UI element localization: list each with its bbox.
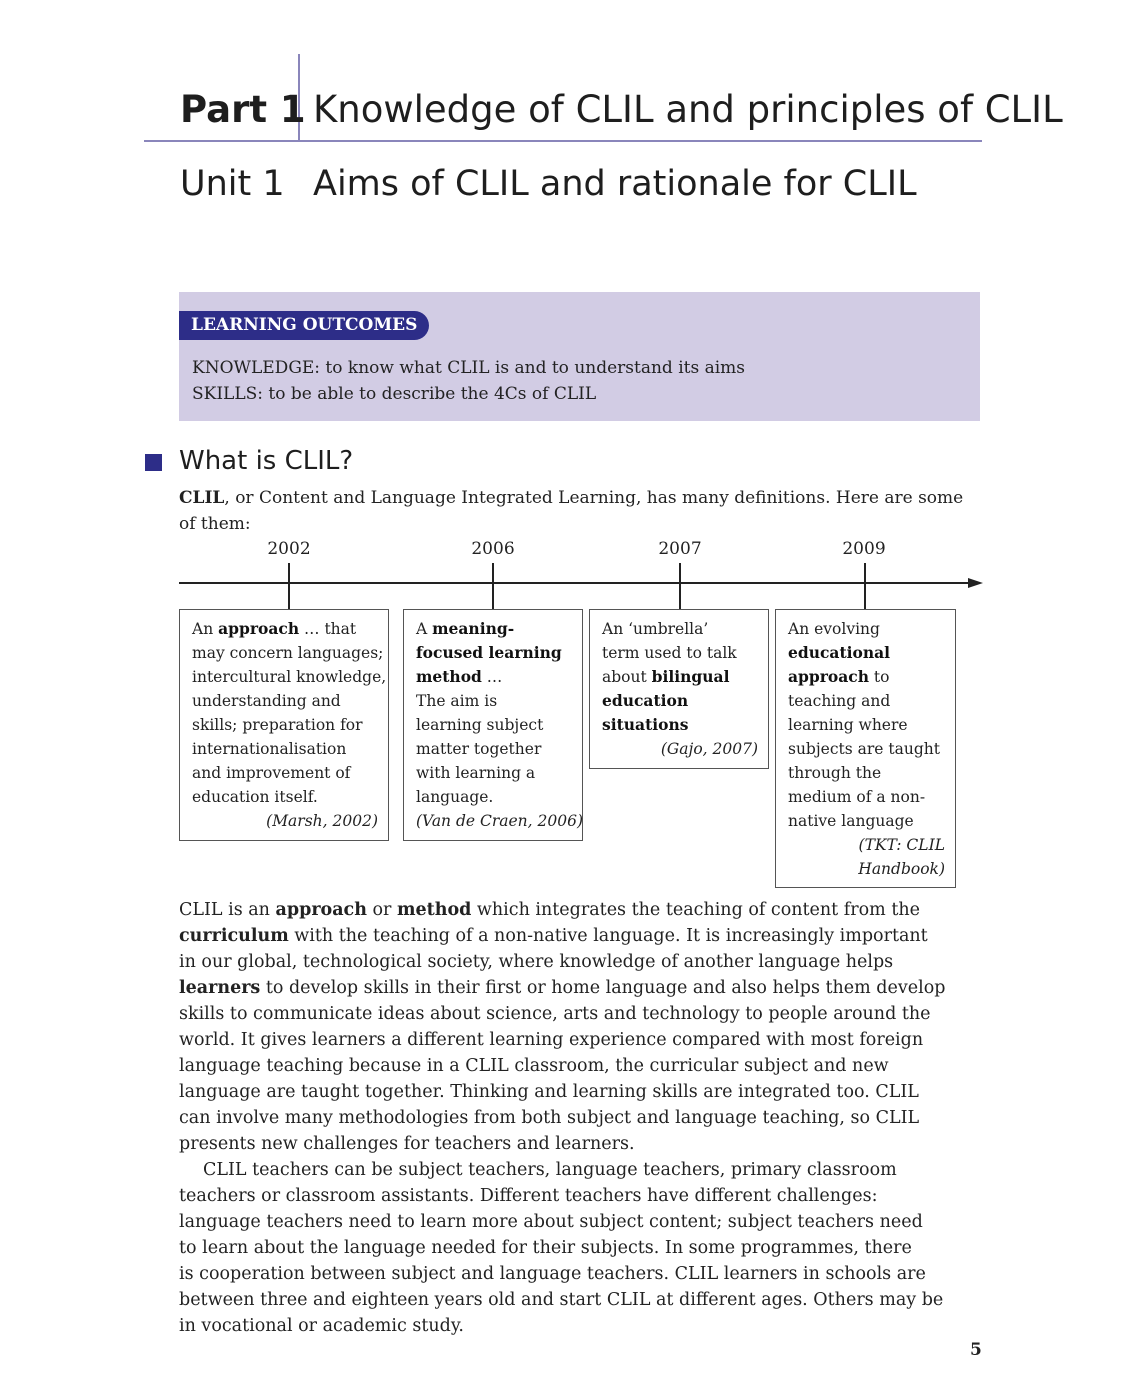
- part-label: Part 1: [180, 88, 306, 131]
- text-run: language are taught together. Thinking and learning skills are integrated too. CLIL: [179, 1082, 919, 1102]
- body-line: [179, 1105, 979, 1131]
- definition-citation: (Marsh, 2002): [266, 812, 378, 830]
- definition-citation: (TKT: CLIL: [858, 836, 945, 854]
- text-run: CLIL is an: [179, 900, 276, 920]
- text-run: in vocational or academic study.: [179, 1316, 464, 1336]
- body-line: [179, 1235, 979, 1261]
- text-run: An ‘umbrella’: [602, 620, 709, 638]
- definition-line: [788, 665, 955, 689]
- text-run: presents new challenges for teachers and learners.: [179, 1134, 635, 1154]
- section-heading: What is CLIL?: [179, 446, 354, 476]
- text-run: native language: [788, 812, 914, 830]
- bold-term: method: [416, 667, 482, 686]
- page-number: 5: [970, 1340, 982, 1360]
- text-run: in our global, technological society, where knowledge of another language helps: [179, 952, 894, 972]
- definition-line: [192, 641, 388, 665]
- text-run: A: [416, 620, 433, 638]
- text-run: language teaching because in a CLIL classroom, the curricular subject and new: [179, 1056, 889, 1076]
- text-run: and improvement of: [192, 764, 351, 782]
- text-run: between three and eighteen years old and start CLIL at different ages. Others may be: [179, 1290, 944, 1310]
- text-run: to develop skills in their first or home language and also helps them develop: [260, 978, 946, 998]
- body-line: [179, 1079, 979, 1105]
- text-run: to learn about the language needed for their subjects. In some programmes, there: [179, 1238, 912, 1258]
- definition-line: [788, 761, 955, 785]
- definition-line: [192, 713, 388, 737]
- body-line: [179, 1209, 979, 1235]
- text-run: intercultural knowledge,: [192, 668, 387, 686]
- body-line: [179, 1313, 979, 1339]
- definition-line: [416, 641, 582, 665]
- text-run: understanding and: [192, 692, 341, 710]
- text-run: An evolving: [788, 620, 880, 638]
- text-run: skills; preparation for: [192, 716, 363, 734]
- bold-term: meaning-: [432, 619, 515, 638]
- definition-box-2009: [775, 609, 956, 888]
- body-line: [179, 923, 979, 949]
- text-run: The aim is: [416, 692, 498, 710]
- timeline-year: 2007: [658, 539, 702, 559]
- bold-term: bilingual: [651, 667, 730, 686]
- bold-term: situations: [602, 715, 689, 734]
- timeline-year: 2006: [471, 539, 515, 559]
- text-run: matter together: [416, 740, 542, 758]
- timeline-year: 2009: [842, 539, 886, 559]
- body-line: [179, 1027, 979, 1053]
- body-line: [179, 1261, 979, 1287]
- text-run: with learning a: [416, 764, 536, 782]
- text-run: … that: [299, 620, 357, 638]
- bold-term: education: [602, 691, 689, 710]
- definition-line: [192, 689, 388, 713]
- definition-line: [602, 617, 768, 641]
- text-run: language teachers need to learn more about subject content; subject teachers need: [179, 1212, 923, 1232]
- text-run: can involve many methodologies from both subject and language teaching, so CLIL: [179, 1108, 920, 1128]
- text-run: teachers or classroom assistants. Different teachers have different challenges:: [179, 1186, 878, 1206]
- text-run: through the: [788, 764, 882, 782]
- text-run: about: [602, 668, 652, 686]
- definition-citation: (Gajo, 2007): [660, 740, 758, 758]
- text-run: may concern languages;: [192, 644, 384, 662]
- unit-label: Unit 1: [180, 164, 285, 204]
- body-line: [179, 949, 979, 975]
- bold-term: approach: [275, 900, 367, 920]
- text-run: which integrates the teaching of content from the: [471, 900, 920, 920]
- text-run: education itself.: [192, 788, 318, 806]
- body-line: [179, 1131, 979, 1157]
- definition-line: [192, 617, 388, 641]
- definition-line: [192, 785, 388, 809]
- text-run: is cooperation between subject and language teachers. CLIL learners in schools are: [179, 1264, 926, 1284]
- text-run: with the teaching of a non-native language. It is increasingly important: [288, 926, 928, 946]
- text-run: world. It gives learners a different learning experience compared with most foreign: [179, 1030, 924, 1050]
- definition-line: [788, 737, 955, 761]
- bold-term: approach: [218, 619, 300, 638]
- unit-title: Aims of CLIL and rationale for CLIL: [313, 164, 917, 204]
- text-run: term used to talk: [602, 644, 737, 662]
- intro-text: , or Content and Language Integrated Learning, has many definitions. Here are some of them:: [179, 488, 964, 534]
- definition-box-2002: [179, 609, 389, 841]
- definition-box-2006: [403, 609, 583, 841]
- definition-line: [788, 617, 955, 641]
- text-run: …: [481, 668, 503, 686]
- timeline-axis: [0, 0, 1125, 620]
- bold-term: method: [396, 900, 472, 920]
- text-run: to: [868, 668, 890, 686]
- bold-term: focused learning: [416, 643, 562, 662]
- body-line: [179, 1001, 979, 1027]
- text-run: medium of a non-: [788, 788, 926, 806]
- part-title: Knowledge of CLIL and principles of CLIL: [313, 88, 1063, 131]
- definition-line: [416, 689, 582, 713]
- bold-term: learners: [179, 978, 261, 998]
- definition-line: [416, 713, 582, 737]
- definition-line: [416, 785, 582, 809]
- text-run: teaching and: [788, 692, 891, 710]
- definition-line: [602, 641, 768, 665]
- definition-box-2007: [589, 609, 769, 769]
- text-run: skills to communicate ideas about science, arts and technology to people around the: [179, 1004, 931, 1024]
- definition-line: [192, 761, 388, 785]
- body-text: [179, 897, 979, 1339]
- definition-citation: Handbook): [858, 860, 945, 878]
- definition-line: [416, 617, 582, 641]
- definition-line: [602, 713, 768, 737]
- text-run: learning where: [788, 716, 908, 734]
- text-run: internationalisation: [192, 740, 347, 758]
- bold-term: approach: [788, 667, 869, 686]
- text-run: CLIL teachers can be subject teachers, language teachers, primary classroom: [203, 1160, 897, 1180]
- definition-line: [416, 665, 582, 689]
- text-run: subjects are taught: [788, 740, 940, 758]
- text-run: learning subject: [416, 716, 544, 734]
- definition-line: [602, 665, 768, 689]
- body-line: [179, 897, 979, 923]
- bold-term: curriculum: [179, 926, 289, 946]
- body-line: [179, 1053, 979, 1079]
- definition-line: [788, 785, 955, 809]
- definition-citation: (Van de Craen, 2006): [416, 812, 584, 830]
- definition-line: [192, 665, 388, 689]
- definition-line: [788, 641, 955, 665]
- intro-bold-term: CLIL: [179, 488, 225, 508]
- skills-outcome: SKILLS: to be able to describe the 4Cs of CLIL: [192, 384, 597, 404]
- body-line: [179, 1157, 979, 1183]
- definition-line: [192, 737, 388, 761]
- definition-line: [788, 689, 955, 713]
- text-run: An: [192, 620, 219, 638]
- text-run: language.: [416, 788, 494, 806]
- definition-line: [416, 761, 582, 785]
- definition-line: [788, 809, 955, 833]
- text-run: or: [366, 900, 397, 920]
- bold-term: educational: [788, 643, 891, 662]
- knowledge-outcome: KNOWLEDGE: to know what CLIL is and to understand its aims: [192, 358, 746, 378]
- timeline-year: 2002: [267, 539, 311, 559]
- definition-line: [788, 713, 955, 737]
- definition-line: [416, 737, 582, 761]
- body-line: [179, 975, 979, 1001]
- definition-line: [602, 689, 768, 713]
- learning-outcomes-title: LEARNING OUTCOMES: [179, 311, 429, 340]
- body-line: [179, 1183, 979, 1209]
- timeline-arrow-icon: [968, 578, 983, 588]
- body-line: [179, 1287, 979, 1313]
